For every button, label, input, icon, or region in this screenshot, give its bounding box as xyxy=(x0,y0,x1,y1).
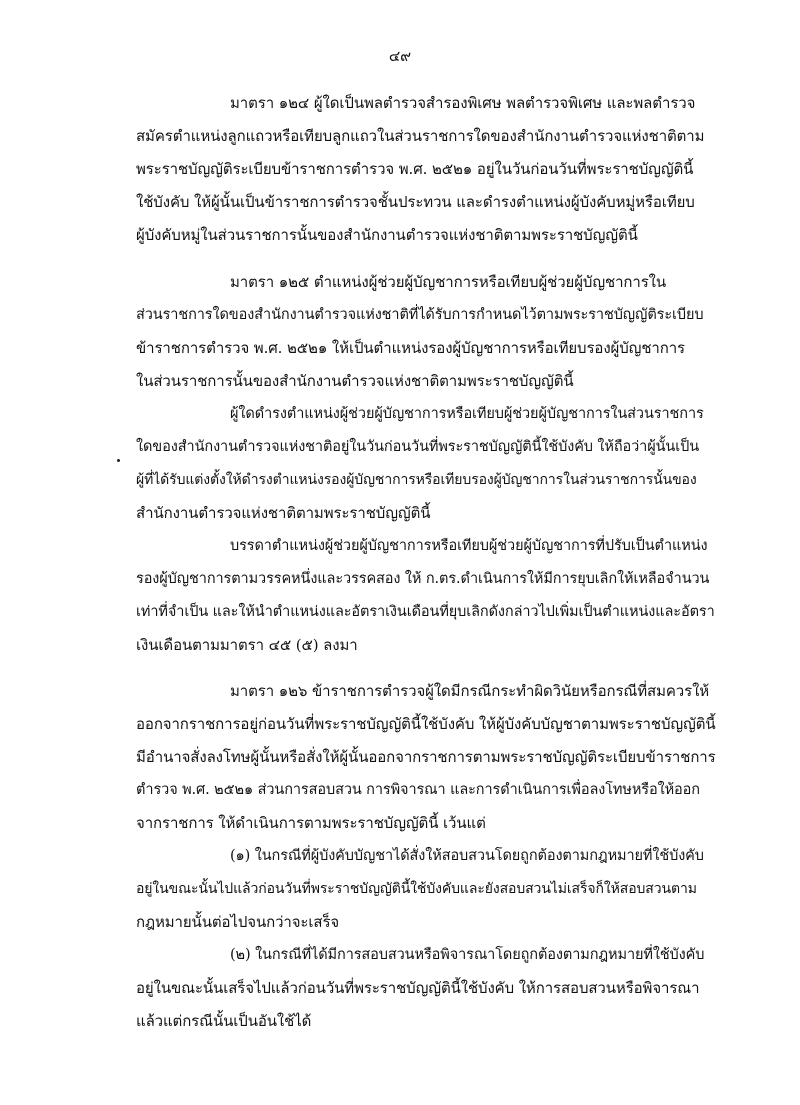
text-line: มาตรา ๑๒๕ ตำแหน่งผู้ช่วยผู้บัญชาการหรือเทียบผู้ช่วยผู้บัญชาการใน xyxy=(230,273,667,291)
text-line: อยู่ในขณะนั้นไปแล้วก่อนวันที่พระราชบัญญัตินี้ใช้บังคับและยังสอบสวนไม่เสร็จก็ให้สอบสวนตาม xyxy=(136,881,697,897)
text-line: เงินเดือนตามมาตรา ๔๕ (๕) ลงมา xyxy=(136,636,358,654)
text-line: เท่าที่จำเป็น และให้นำตำแหน่งและอัตราเงินเดือนที่ยุบเลิกดังกล่าวไปเพิ่มเป็นตำแหน่งและอัตรา xyxy=(136,604,715,620)
text-line: (๒) ในกรณีที่ได้มีการสอบสวนหรือพิจารณาโดยถูกต้องตามกฎหมายที่ใช้บังคับ xyxy=(230,947,705,963)
text-line: สำนักงานตำรวจแห่งชาติตามพระราชบัญญัตินี้ xyxy=(136,504,431,522)
text-line: สมัครตำแหน่งลูกแถวหรือเทียบลูกแถวในส่วนราชการใดของสำนักงานตำรวจแห่งชาติตาม xyxy=(136,127,705,145)
page-number: ๔๙ xyxy=(388,47,412,65)
text-line: บรรดาตำแหน่งผู้ช่วยผู้บัญชาการหรือเทียบผู้ช่วยผู้บัญชาการที่ปรับเป็นตำแหน่ง xyxy=(230,538,708,554)
text-line: กฎหมายนั้นต่อไปจนกว่าจะเสร็จ xyxy=(136,913,340,931)
text-line: มาตรา ๑๒๔ ผู้ใดเป็นพลตำรวจสำรองพิเศษ พลตำรวจพิเศษ และพลตำรวจ xyxy=(230,94,696,112)
text-line: ข้าราชการตำรวจ พ.ศ. ๒๕๒๑ ให้เป็นตำแหน่งรองผู้บัญชาการหรือเทียบรองผู้บัญชาการ xyxy=(136,339,686,357)
text-line: ผู้ที่ได้รับแต่งตั้งให้ดำรงตำแหน่งรองผู้บัญชาการหรือเทียบรองผู้บัญชาการในส่วนราชการนั้นของ xyxy=(136,472,697,488)
text-line: รองผู้บัญชาการตามวรรคหนึ่งและวรรคสอง ให้ ก.ตร.ดำเนินการให้มีการยุบเลิกให้เหลือจำนวน xyxy=(136,571,710,587)
text-line: ตำรวจ พ.ศ. ๒๕๒๑ ส่วนการสอบสวน การพิจารณา และการดำเนินการเพื่อลงโทษหรือให้ออก xyxy=(136,782,700,798)
text-line: ผู้ใดดำรงตำแหน่งผู้ช่วยผู้บัญชาการหรือเทียบผู้ช่วยผู้บัญชาการในส่วนราชการ xyxy=(230,406,704,422)
text-line: ออกจากราชการอยู่ก่อนวันที่พระราชบัญญัตินี้ใช้บังคับ ให้ผู้บังคับบัญชาตามพระราชบัญญัตินี้ xyxy=(136,715,716,733)
text-line: มีอำนาจสั่งลงโทษผู้นั้นหรือสั่งให้ผู้นั้นออกจากราชการตามพระราชบัญญัติระเบียบข้าราชการ xyxy=(136,748,716,766)
text-line: จากราชการ ให้ดำเนินการตามพระราชบัญญัตินี้ เว้นแต่ xyxy=(136,814,486,832)
text-line: ใดของสำนักงานตำรวจแห่งชาติอยู่ในวันก่อนวันที่พระราชบัญญัตินี้ใช้บังคับ ให้ถือว่าผู้นั้นเป็น xyxy=(136,439,700,455)
text-line: แล้วแต่กรณีนั้นเป็นอันใช้ได้ xyxy=(136,1012,312,1030)
text-line: ส่วนราชการใดของสำนักงานตำรวจแห่งชาติที่ได้รับการกำหนดไว้ตามพระราชบัญญัติระเบียบ xyxy=(136,307,704,323)
text-line: ในส่วนราชการนั้นของสำนักงานตำรวจแห่งชาติตามพระราชบัญญัตินี้ xyxy=(136,372,574,390)
text-line: มาตรา ๑๒๖ ข้าราชการตำรวจผู้ใดมีกรณีกระทำผิดวินัยหรือกรณีที่สมควรให้ xyxy=(230,682,710,700)
text-line: ใช้บังคับ ให้ผู้นั้นเป็นข้าราชการตำรวจชั้นประทวน และดำรงตำแหน่งผู้บังคับหมู่หรือเทียบ xyxy=(136,193,695,211)
text-line: พระราชบัญญัติระเบียบข้าราชการตำรวจ พ.ศ. ๒๕๒๑ อยู่ในวันก่อนวันที่พระราชบัญญัตินี้ xyxy=(136,160,694,178)
text-line: อยู่ในขณะนั้นเสร็จไปแล้วก่อนวันที่พระราชบัญญัตินี้ใช้บังคับ ให้การสอบสวนหรือพิจารณา xyxy=(136,979,700,997)
text-line: (๑) ในกรณีที่ผู้บังคับบัญชาได้สั่งให้สอบสวนโดยถูกต้องตามกฎหมายที่ใช้บังคับ xyxy=(230,848,704,864)
scan-mark xyxy=(117,459,120,462)
text-line: ผู้บังคับหมู่ในส่วนราชการนั้นของสำนักงานตำรวจแห่งชาติตามพระราชบัญญัตินี้ xyxy=(136,226,638,244)
